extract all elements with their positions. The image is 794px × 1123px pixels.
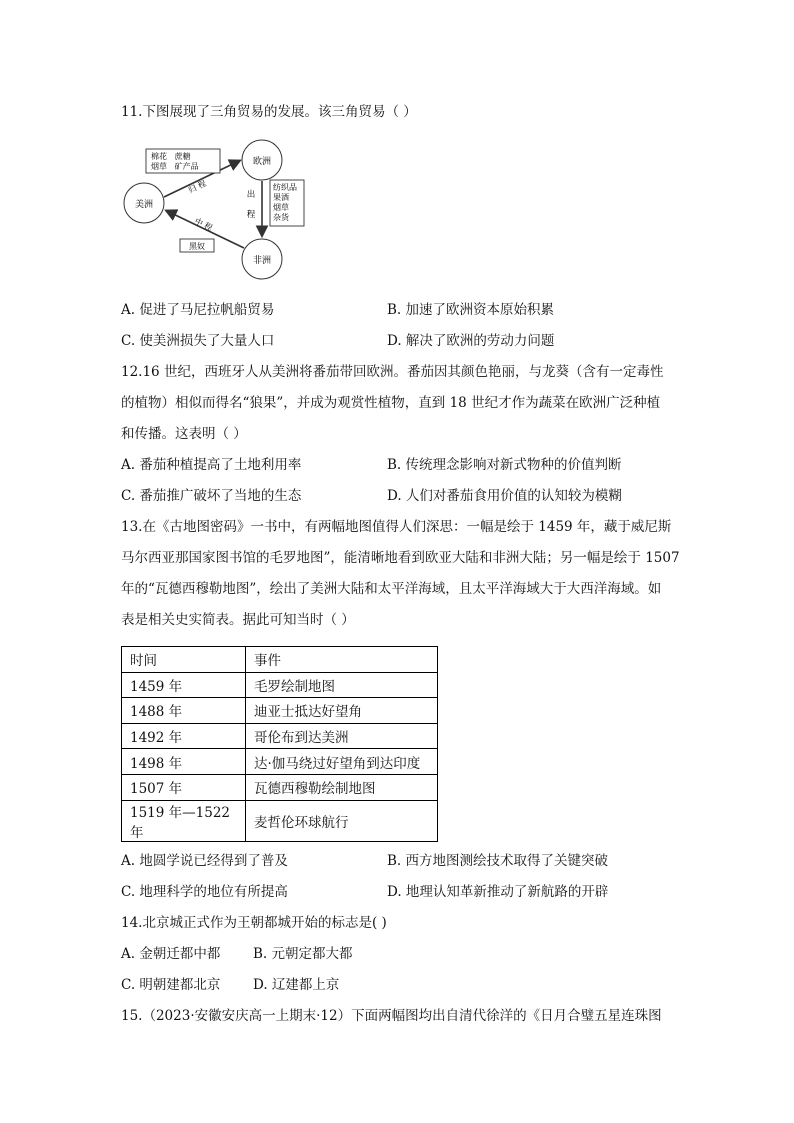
table-cell-event: 迪亚士抵达好望角	[246, 698, 438, 724]
q12-option-c[interactable]: C. 番茄推广破坏了当地的生态	[121, 488, 302, 504]
return-leg-label: 归 程	[187, 178, 208, 195]
table-row	[122, 800, 438, 841]
q13-line-1: 13.在《古地图密码》一书中，有两幅地图值得人们深思：一幅是绘于 1459 年，藏于威尼斯	[121, 519, 672, 535]
middle-leg-label: 中 程	[193, 216, 214, 233]
q12-option-a[interactable]: A. 番茄种植提高了土地利用率	[121, 457, 302, 473]
q11-stem: 11.下图展现了三角贸易的发展。该三角贸易（ ）	[121, 104, 417, 120]
table-cell-event: 瓦德西穆勒绘制地图	[246, 774, 438, 800]
q14-option-c[interactable]: C. 明朝建都北京	[121, 977, 221, 993]
q11-option-c[interactable]: C. 使美洲损失了大量人口	[121, 333, 275, 349]
q11-option-a[interactable]: A. 促进了马尼拉帆船贸易	[121, 302, 275, 318]
triangular-trade-diagram	[118, 135, 308, 285]
q15-stem: 15.（2023·安徽安庆高一上期末·12）下面两幅图均出自清代徐洋的《日月合璧五星连珠图	[121, 1008, 662, 1024]
history-facts-table	[121, 646, 438, 842]
table-cell-time: 1492 年	[122, 723, 246, 749]
europe-label: 欧洲	[252, 157, 272, 167]
q14-option-d[interactable]: D. 辽建都上京	[253, 977, 340, 993]
q12-line-1: 12.16 世纪，西班牙人从美洲将番茄带回欧洲。番茄因其颜色艳丽，与龙葵（含有一定毒性	[121, 364, 664, 380]
q14-stem: 14.北京城正式作为王朝都城开始的标志是( )	[121, 915, 387, 931]
q13-option-d[interactable]: D. 地理认知革新推动了新航路的开辟	[387, 884, 609, 900]
table-cell-time: 1507 年	[122, 774, 246, 800]
q12-line-3: 和传播。这表明（ ）	[121, 426, 247, 442]
europe-goods-item-2: 果酒	[273, 193, 289, 202]
table-cell-time: 1519 年—1522 年	[122, 800, 246, 841]
table-row	[122, 774, 438, 800]
table-row	[122, 749, 438, 775]
q11-option-d[interactable]: D. 解决了欧洲的劳动力问题	[387, 333, 555, 349]
q13-option-c[interactable]: C. 地理科学的地位有所提高	[121, 884, 288, 900]
q14-option-a[interactable]: A. 金朝迁都中都	[121, 946, 221, 962]
table-cell-time: 1498 年	[122, 749, 246, 775]
outbound-leg-char2: 程	[246, 210, 256, 220]
table-cell-time: 1459 年	[122, 672, 246, 698]
q12-option-b[interactable]: B. 传统理念影响对新式物种的价值判断	[387, 457, 622, 473]
table-cell-event: 毛罗绘制地图	[246, 672, 438, 698]
q11-option-b[interactable]: B. 加速了欧洲资本原始积累	[387, 302, 555, 318]
slaves-label: 黑奴	[189, 242, 205, 251]
europe-goods-item-1: 纺织品	[273, 183, 297, 192]
africa-label: 非洲	[252, 256, 272, 266]
table-row	[122, 698, 438, 724]
america-label: 美洲	[134, 200, 154, 210]
table-header-time: 时间	[122, 647, 246, 673]
europe-goods-item-4: 杂货	[273, 213, 289, 222]
america-goods-line1: 棉花 蔗糖	[151, 152, 191, 161]
q13-line-3: 年的“瓦德西穆勒地图”，绘出了美洲大陆和太平洋海域，且太平洋海域大于大西洋海域。如	[121, 581, 662, 597]
table-header-row	[122, 647, 438, 673]
q13-option-b[interactable]: B. 西方地图测绘技术取得了关键突破	[387, 853, 609, 869]
q14-option-b[interactable]: B. 元朝定都大都	[253, 946, 353, 962]
table-row	[122, 672, 438, 698]
table-cell-event: 哥伦布到达美洲	[246, 723, 438, 749]
america-goods-line2: 烟草 矿产品	[151, 162, 199, 171]
table-cell-event: 麦哲伦环球航行	[246, 800, 438, 841]
q12-option-d[interactable]: D. 人们对番茄食用价值的认知较为模糊	[387, 488, 622, 504]
q13-line-4: 表是相关史实简表。据此可知当时（ ）	[121, 612, 355, 628]
table-cell-event: 达·伽马绕过好望角到达印度	[246, 749, 438, 775]
table-cell-time: 1488 年	[122, 698, 246, 724]
q13-line-2: 马尔西亚那国家图书馆的毛罗地图”，能清晰地看到欧亚大陆和非洲大陆；另一幅是绘于 1507	[121, 550, 680, 566]
q12-line-2: 的植物）相似而得名“狼果”，并成为观赏性植物，直到 18 世纪才作为蔬菜在欧洲广泛种植	[121, 395, 661, 411]
table-row	[122, 723, 438, 749]
outbound-leg-char1: 出	[246, 190, 256, 200]
q13-option-a[interactable]: A. 地圆学说已经得到了普及	[121, 853, 288, 869]
europe-goods-item-3: 烟草	[273, 203, 289, 212]
table-header-event: 事件	[246, 647, 438, 673]
